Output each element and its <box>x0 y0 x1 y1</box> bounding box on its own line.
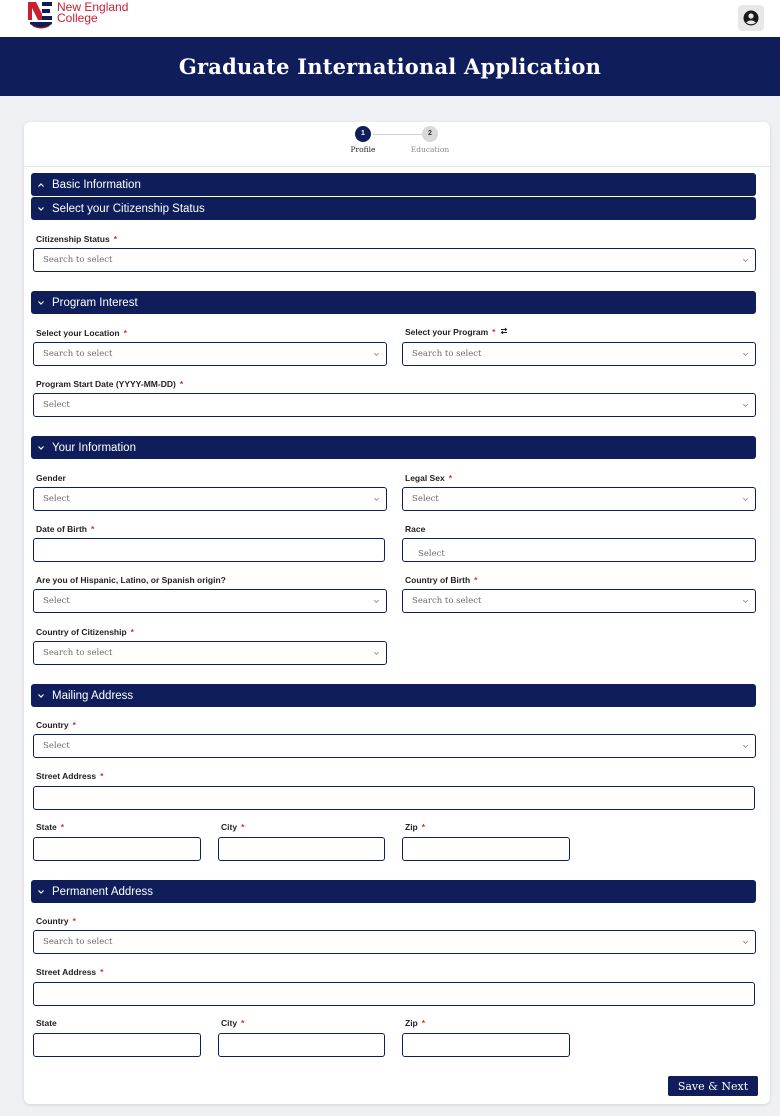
race-select[interactable]: Select <box>402 538 756 562</box>
top-bar <box>0 0 780 37</box>
section-title: Select your Citizenship Status <box>52 202 205 215</box>
program-label: Select your Program * <box>405 327 508 337</box>
section-title: Program Interest <box>52 296 138 309</box>
step-label: Education <box>410 145 450 154</box>
chevron-down-icon <box>742 402 749 409</box>
step-education[interactable] <box>400 126 460 154</box>
step-number: 2 <box>422 126 438 142</box>
citizenship-country-select[interactable]: Search to select <box>33 641 387 665</box>
section-title: Your Information <box>52 441 136 454</box>
permanent-country-label: Country * <box>36 916 76 926</box>
chevron-down-icon <box>373 598 380 605</box>
chevron-down-icon <box>742 351 749 358</box>
legal-sex-select[interactable]: Select <box>402 487 756 511</box>
chevron-up-icon <box>37 181 45 189</box>
citizenship-status-label: Citizenship Status * <box>36 234 117 244</box>
permanent-street-input[interactable] <box>33 982 755 1006</box>
permanent-state-input[interactable] <box>33 1033 201 1057</box>
birth-country-label: Country of Birth * <box>405 575 478 585</box>
section-permanent-address[interactable] <box>31 880 756 903</box>
permanent-city-input[interactable] <box>218 1033 385 1057</box>
permanent-state-label: State <box>36 1018 57 1028</box>
permanent-zip-input[interactable] <box>402 1033 570 1057</box>
hispanic-origin-label: Are you of Hispanic, Latino, or Spanish origin? <box>36 575 226 585</box>
permanent-city-label: City * <box>221 1018 245 1028</box>
mailing-city-input[interactable] <box>218 837 385 861</box>
mailing-city-label: City * <box>221 822 245 832</box>
location-select[interactable]: Search to select <box>33 342 387 366</box>
mailing-country-label: Country * <box>36 720 76 730</box>
permanent-zip-label: Zip * <box>405 1018 426 1028</box>
start-date-select[interactable]: Select <box>33 393 756 417</box>
program-select[interactable]: Search to select <box>402 342 756 366</box>
mailing-street-label: Street Address * <box>36 771 104 781</box>
permanent-street-label: Street Address * <box>36 967 104 977</box>
legal-sex-label: Legal Sex * <box>405 473 452 483</box>
application-form-card <box>24 122 770 1104</box>
citizenship-country-label: Country of Citizenship * <box>36 627 134 637</box>
user-circle-icon <box>743 10 759 26</box>
chevron-down-icon <box>37 205 45 213</box>
gender-select[interactable]: Select <box>33 487 387 511</box>
mailing-zip-label: Zip * <box>405 822 426 832</box>
mailing-state-label: State * <box>36 822 65 832</box>
shield-logo-icon <box>28 2 54 32</box>
progress-stepper <box>24 122 770 167</box>
mailing-street-input[interactable] <box>33 786 755 810</box>
birth-country-select[interactable]: Search to select <box>402 589 756 613</box>
step-label: Profile <box>350 145 376 154</box>
section-your-information[interactable] <box>31 436 756 459</box>
chevron-down-icon <box>37 444 45 452</box>
race-label: Race <box>405 524 426 534</box>
step-number: 1 <box>355 126 371 142</box>
section-title: Basic Information <box>52 178 141 191</box>
user-menu-button[interactable] <box>738 5 764 31</box>
section-citizenship-status[interactable] <box>31 197 756 220</box>
logo-text-line1: New England <box>57 0 129 14</box>
chevron-down-icon <box>742 743 749 750</box>
college-logo[interactable] <box>28 2 128 32</box>
chevron-down-icon <box>373 351 380 358</box>
permanent-country-select[interactable]: Search to select <box>33 930 756 954</box>
chevron-down-icon <box>742 939 749 946</box>
chevron-down-icon <box>373 650 380 657</box>
start-date-label: Program Start Date (YYYY-MM-DD) * <box>36 379 184 389</box>
section-mailing-address[interactable] <box>31 684 756 707</box>
mailing-zip-input[interactable] <box>402 837 570 861</box>
chevron-down-icon <box>742 598 749 605</box>
save-next-button[interactable]: Save & Next <box>668 1076 758 1096</box>
mailing-country-select[interactable]: Select <box>33 734 756 758</box>
page-title: Graduate International Application <box>178 54 602 79</box>
chevron-down-icon <box>742 257 749 264</box>
citizenship-status-select[interactable]: Search to select <box>33 248 756 272</box>
dob-input[interactable] <box>33 538 385 562</box>
chevron-down-icon <box>742 496 749 503</box>
section-program-interest[interactable] <box>31 291 756 314</box>
chevron-down-icon <box>37 888 45 896</box>
section-basic-information[interactable] <box>31 173 756 196</box>
page-header <box>0 37 780 96</box>
hispanic-origin-select[interactable]: Select <box>33 589 387 613</box>
section-title: Permanent Address <box>52 885 154 898</box>
section-title: Mailing Address <box>52 689 134 702</box>
dob-label: Date of Birth * <box>36 524 95 534</box>
chevron-down-icon <box>373 496 380 503</box>
logo-text-line2: College <box>57 11 98 25</box>
chevron-down-icon <box>37 299 45 307</box>
gender-label: Gender <box>36 473 66 483</box>
location-label: Select your Location * <box>36 328 127 338</box>
step-profile[interactable] <box>333 126 393 154</box>
chevron-down-icon <box>37 692 45 700</box>
swap-icon[interactable] <box>500 327 508 335</box>
mailing-state-input[interactable] <box>33 837 201 861</box>
